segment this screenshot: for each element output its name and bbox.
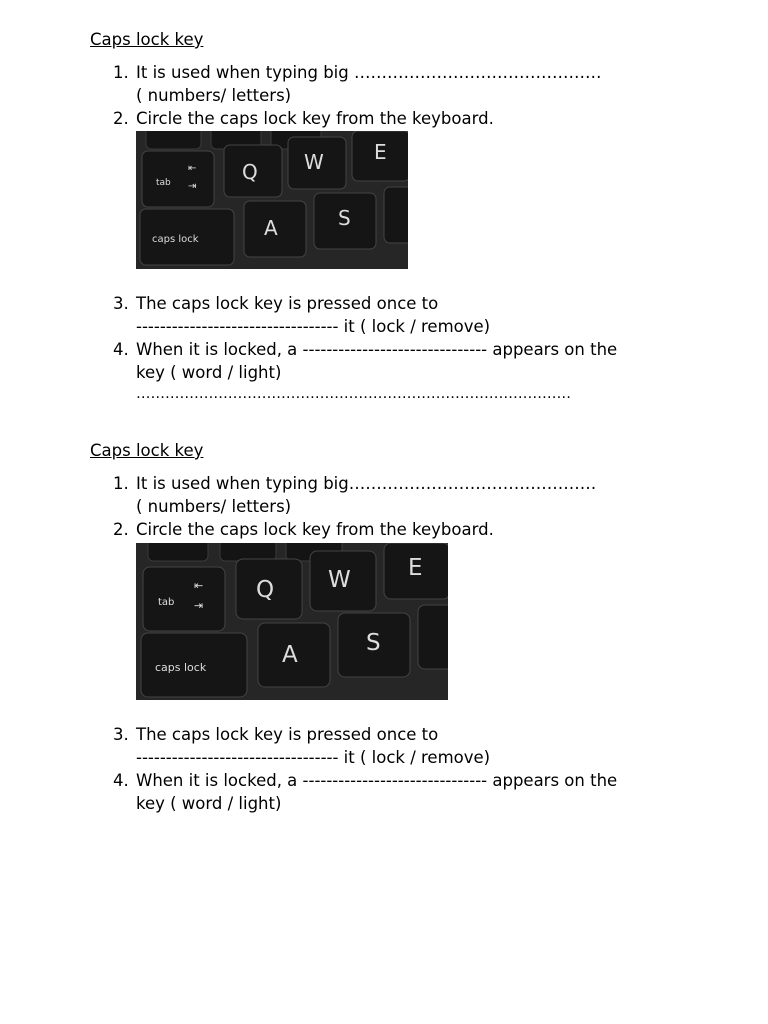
keyboard-photo (136, 131, 408, 269)
question-number: 3. (113, 294, 129, 313)
question-3-blank: ---------------------------------- it ( lock / remove) (136, 748, 491, 767)
question-number: 4. (113, 340, 129, 359)
w-key-label: W (304, 150, 324, 174)
question-number: 2. (113, 520, 129, 539)
e-key-label: E (374, 140, 387, 164)
question-3-blank: ---------------------------------- it ( lock / remove) (136, 317, 491, 336)
tab-key-label: tab (158, 597, 175, 608)
s-key-label: S (366, 630, 381, 656)
keyboard-photo (136, 543, 448, 700)
question-number: 1. (113, 63, 129, 82)
caps-lock-key-label: caps lock (152, 234, 199, 245)
tab-key-label: tab (156, 178, 171, 188)
s-key-label: S (338, 206, 351, 230)
e-key-label: E (408, 555, 423, 581)
caps-lock-key-label: caps lock (155, 661, 207, 674)
a-key-label: A (264, 216, 278, 240)
question-number: 3. (113, 725, 129, 744)
svg-text:⇤: ⇤ (194, 579, 204, 592)
section-title: Caps lock key (90, 30, 204, 49)
question-4-options: key ( word / light) (136, 363, 282, 382)
question-number: 1. (113, 474, 129, 493)
q-key-label: Q (242, 160, 258, 184)
svg-text:⇤: ⇤ (188, 163, 197, 174)
svg-text:⇥: ⇥ (188, 181, 197, 192)
question-1-text: It is used when typing big……………………………………… (136, 474, 597, 493)
question-1-text: It is used when typing big ……………………………………… (136, 63, 602, 82)
question-2-text: Circle the caps lock key from the keyboard. (136, 109, 494, 128)
question-4-options: key ( word / light) (136, 794, 282, 813)
section-title: Caps lock key (90, 441, 204, 460)
question-number: 4. (113, 771, 129, 790)
answer-line: ……………………………………………………………………………… (136, 386, 571, 402)
a-key-label: A (282, 642, 298, 668)
w-key-label: W (328, 567, 351, 593)
question-4-text: When it is locked, a ------------------------------- appears on the (136, 340, 618, 359)
question-1-options: ( numbers/ letters) (136, 86, 292, 105)
svg-text:⇥: ⇥ (194, 599, 204, 612)
question-1-options: ( numbers/ letters) (136, 497, 292, 516)
question-3-text: The caps lock key is pressed once to (136, 294, 439, 313)
question-number: 2. (113, 109, 129, 128)
keyboard-image (136, 543, 448, 700)
question-4-text: When it is locked, a ------------------------------- appears on the (136, 771, 618, 790)
q-key-label: Q (256, 577, 275, 603)
question-3-text: The caps lock key is pressed once to (136, 725, 439, 744)
keyboard-image (136, 131, 408, 269)
question-2-text: Circle the caps lock key from the keyboard. (136, 520, 494, 539)
